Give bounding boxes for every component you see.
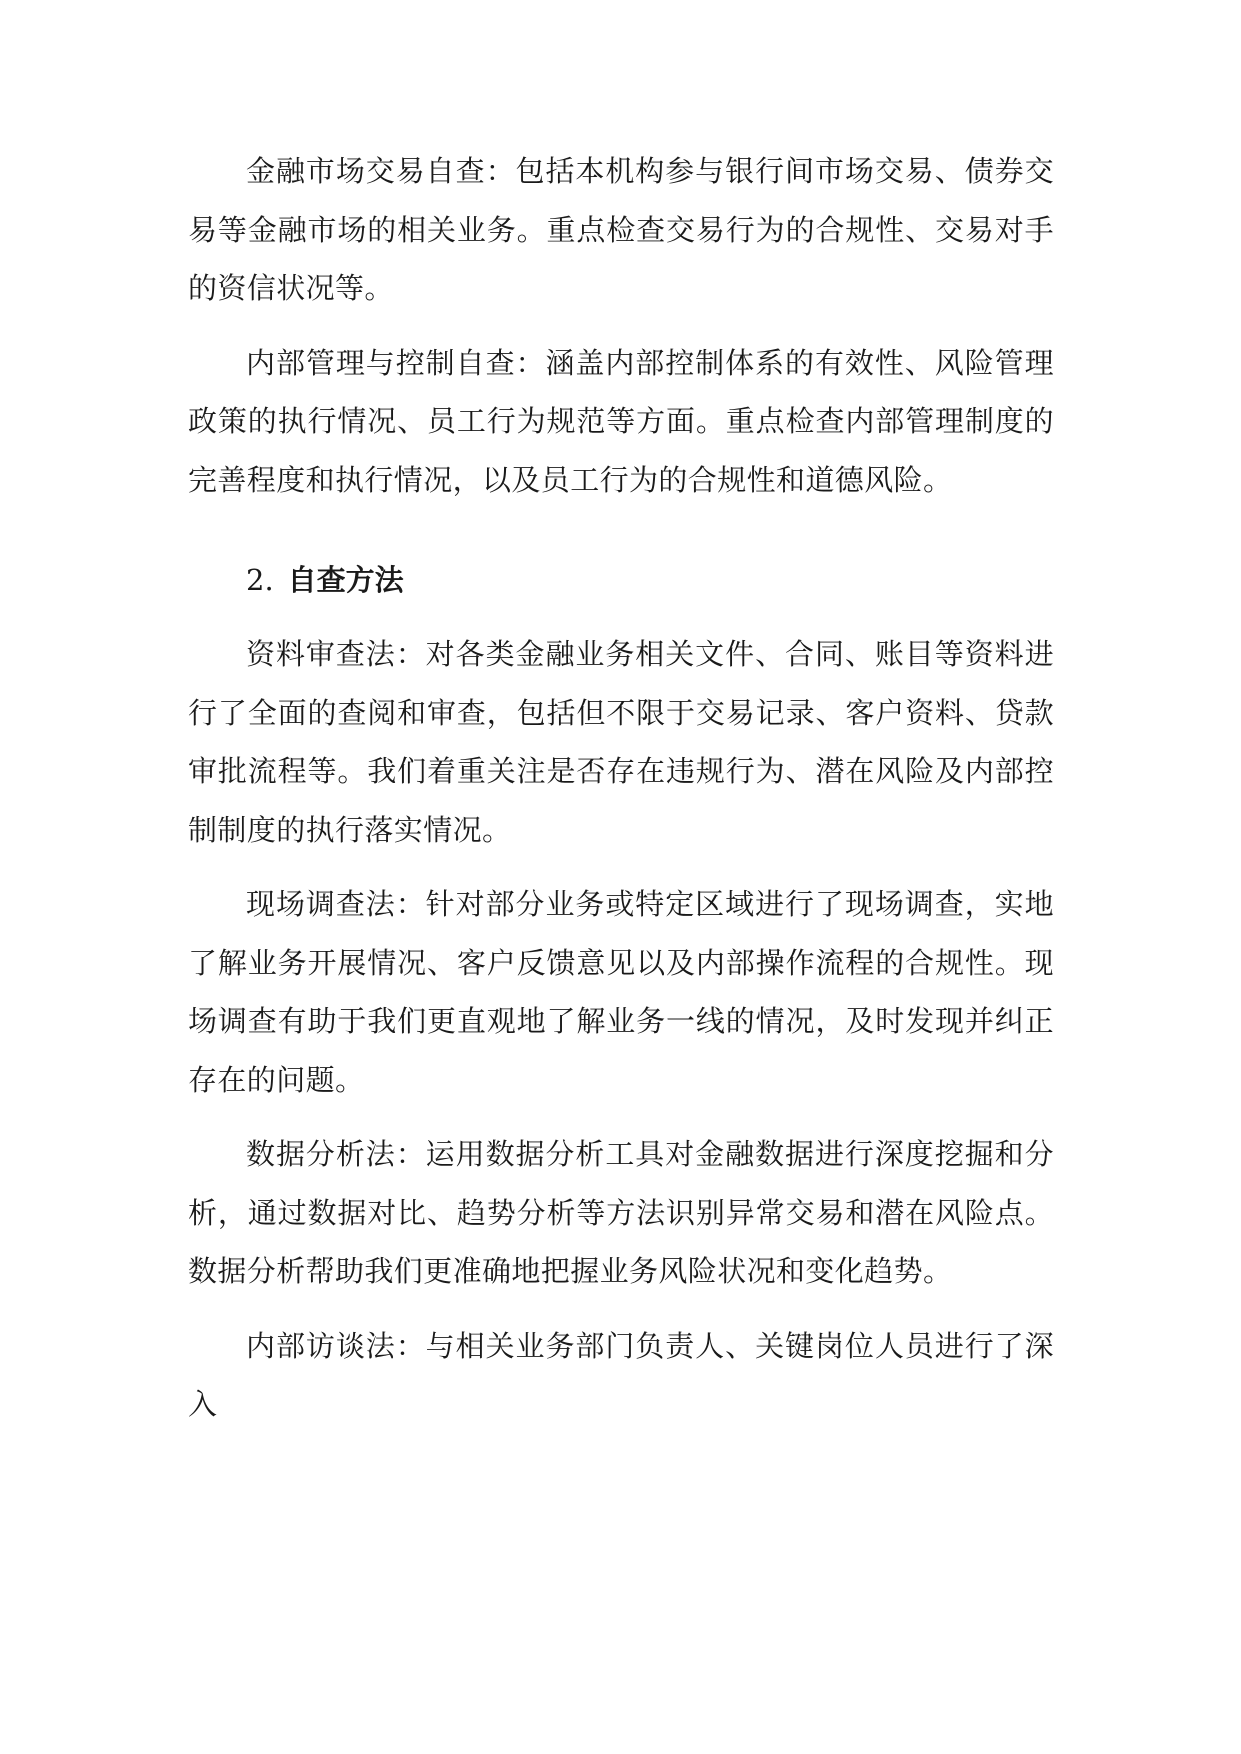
section-number: 2. xyxy=(246,563,274,597)
document-body xyxy=(188,142,1054,1450)
section-heading xyxy=(188,525,1054,625)
section-title: 自查方法 xyxy=(287,563,404,597)
paragraph-field-investigation-method: 现场调查法：针对部分业务或特定区域进行了现场调查，实地了解业务开展情况、客户反馈意见以及内部操作流程的合规性。现场调查有助于我们更直观地了解业务一线的情况，及时发现并纠正存在的问题。 xyxy=(188,887,1054,1097)
paragraph-data-analysis-method: 数据分析法：运用数据分析工具对金融数据进行深度挖掘和分析，通过数据对比、趋势分析等方法识别异常交易和潜在风险点。数据分析帮助我们更准确地把握业务风险状况和变化趋势。 xyxy=(188,1137,1054,1288)
paragraph-internal-control-check: 内部管理与控制自查：涵盖内部控制体系的有效性、风险管理政策的执行情况、员工行为规范等方面。重点检查内部管理制度的完善程度和执行情况，以及员工行为的合规性和道德风险。 xyxy=(188,345,1054,497)
paragraph-document-review-method: 资料审查法：对各类金融业务相关文件、合同、账目等资料进行了全面的查阅和审查，包括但不限于交易记录、客户资料、贷款审批流程等。我们着重关注是否存在违规行为、潜在风险及内部控制制度的执行落实情况。 xyxy=(188,637,1054,847)
paragraph-internal-interview-method: 内部访谈法：与相关业务部门负责人、关键岗位人员进行了深入 xyxy=(188,1328,1054,1421)
paragraph-market-trading-check: 金融市场交易自查：包括本机构参与银行间市场交易、债券交易等金融市场的相关业务。重点检查交易行为的合规性、交易对手的资信状况等。 xyxy=(188,154,1054,305)
